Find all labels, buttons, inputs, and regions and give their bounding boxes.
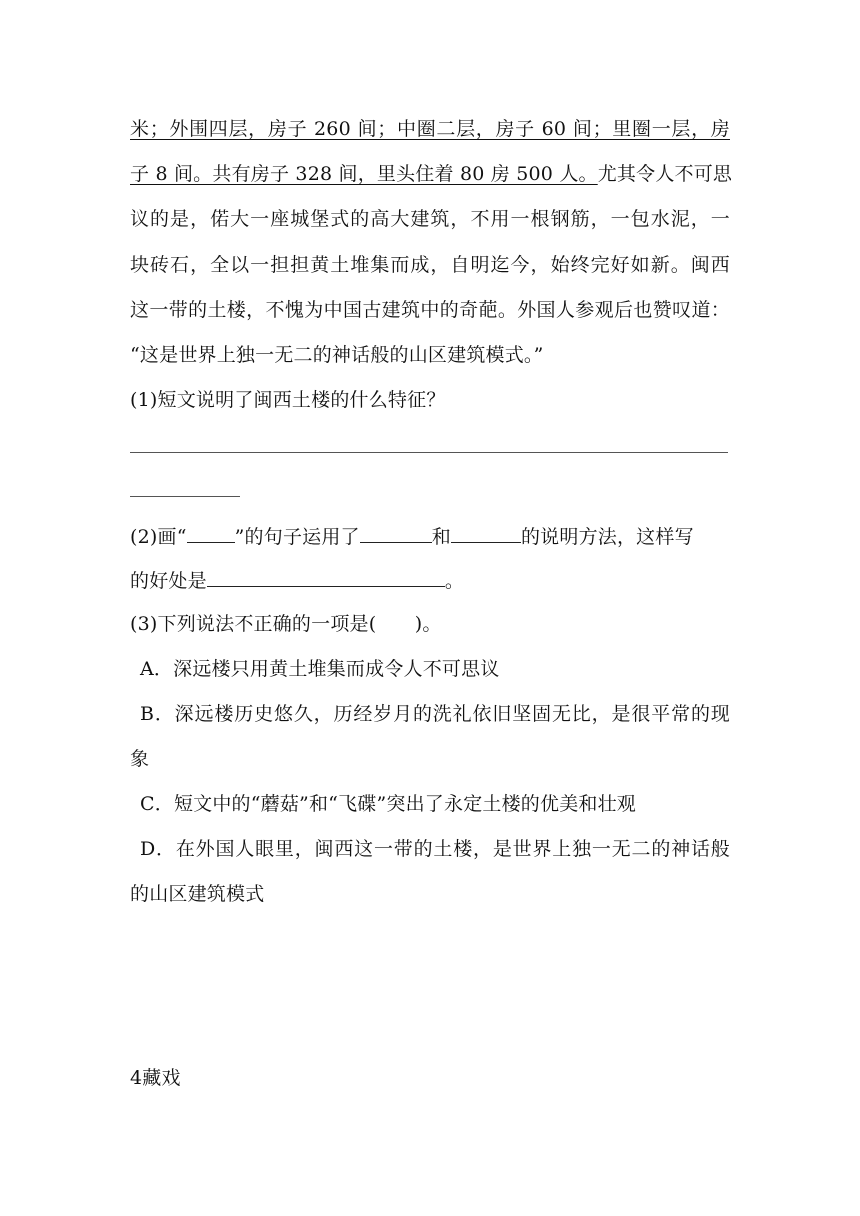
question-2-line-2 <box>130 568 464 593</box>
answer-line-2 <box>130 496 240 497</box>
question-1: (1)短文说明了闽西土楼的什么特征？ <box>130 389 446 411</box>
option-c: C．短文中的“蘑菇”和“飞碟”突出了永定土楼的优美和壮观 <box>140 793 636 815</box>
method-blank-1 <box>360 524 432 543</box>
question-2-text-d: 的好处是 <box>130 570 207 592</box>
method-blank-2 <box>451 524 521 543</box>
passage-line-2-rest: 尤其令人不可思 <box>597 163 733 185</box>
question-2-line-1 <box>130 524 694 549</box>
passage-line-5: 这一带的土楼，不愧为中国古建筑中的奇葩。外国人参观后也赞叹道： <box>130 299 730 321</box>
passage-line-3: 议的是，偌大一座城堡式的高大建筑，不用一根钢筋，一包水泥，一 <box>130 208 730 230</box>
question-2-text-a: ”的句子运用了 <box>234 526 360 548</box>
passage-line-6: “这是世界上独一无二的神话般的山区建筑模式。” <box>130 344 544 366</box>
option-d-line-1: D．在外国人眼里，闽西这一带的土楼，是世界上独一无二的神话般 <box>140 838 730 860</box>
question-2-prefix: (2)画“ <box>130 526 187 548</box>
answer-line-1 <box>130 452 728 453</box>
section-title: 4藏戏 <box>130 1067 181 1089</box>
option-a: A．深远楼只用黄土堆集而成令人不可思议 <box>140 658 500 680</box>
passage-line-4: 块砖石，全以一担担黄土堆集而成，自明迄今，始终完好如新。闽西 <box>130 254 730 276</box>
passage-line-1: 米；外围四层，房子 260 间；中圈二层，房子 60 间；里圈一层，房 <box>130 118 730 140</box>
underline-marker-blank <box>187 524 235 543</box>
benefit-blank <box>207 568 445 587</box>
option-b-line-2: 象 <box>130 748 150 770</box>
question-2-end: 。 <box>444 570 465 592</box>
option-b-line-1: B．深远楼历史悠久，历经岁月的洗礼依旧坚固无比，是很平常的现 <box>140 703 730 725</box>
question-2-text-c: 的说明方法，这样写 <box>520 526 694 548</box>
question-2-text-b: 和 <box>431 526 451 548</box>
underlined-sentence: 子 8 间。共有房子 328 间，里头住着 80 房 500 人。 <box>130 163 598 185</box>
option-d-line-2: 的山区建筑模式 <box>130 883 265 905</box>
question-3-stem: (3)下列说法不正确的一项是( )。 <box>130 613 442 635</box>
passage-line-2 <box>130 162 733 186</box>
